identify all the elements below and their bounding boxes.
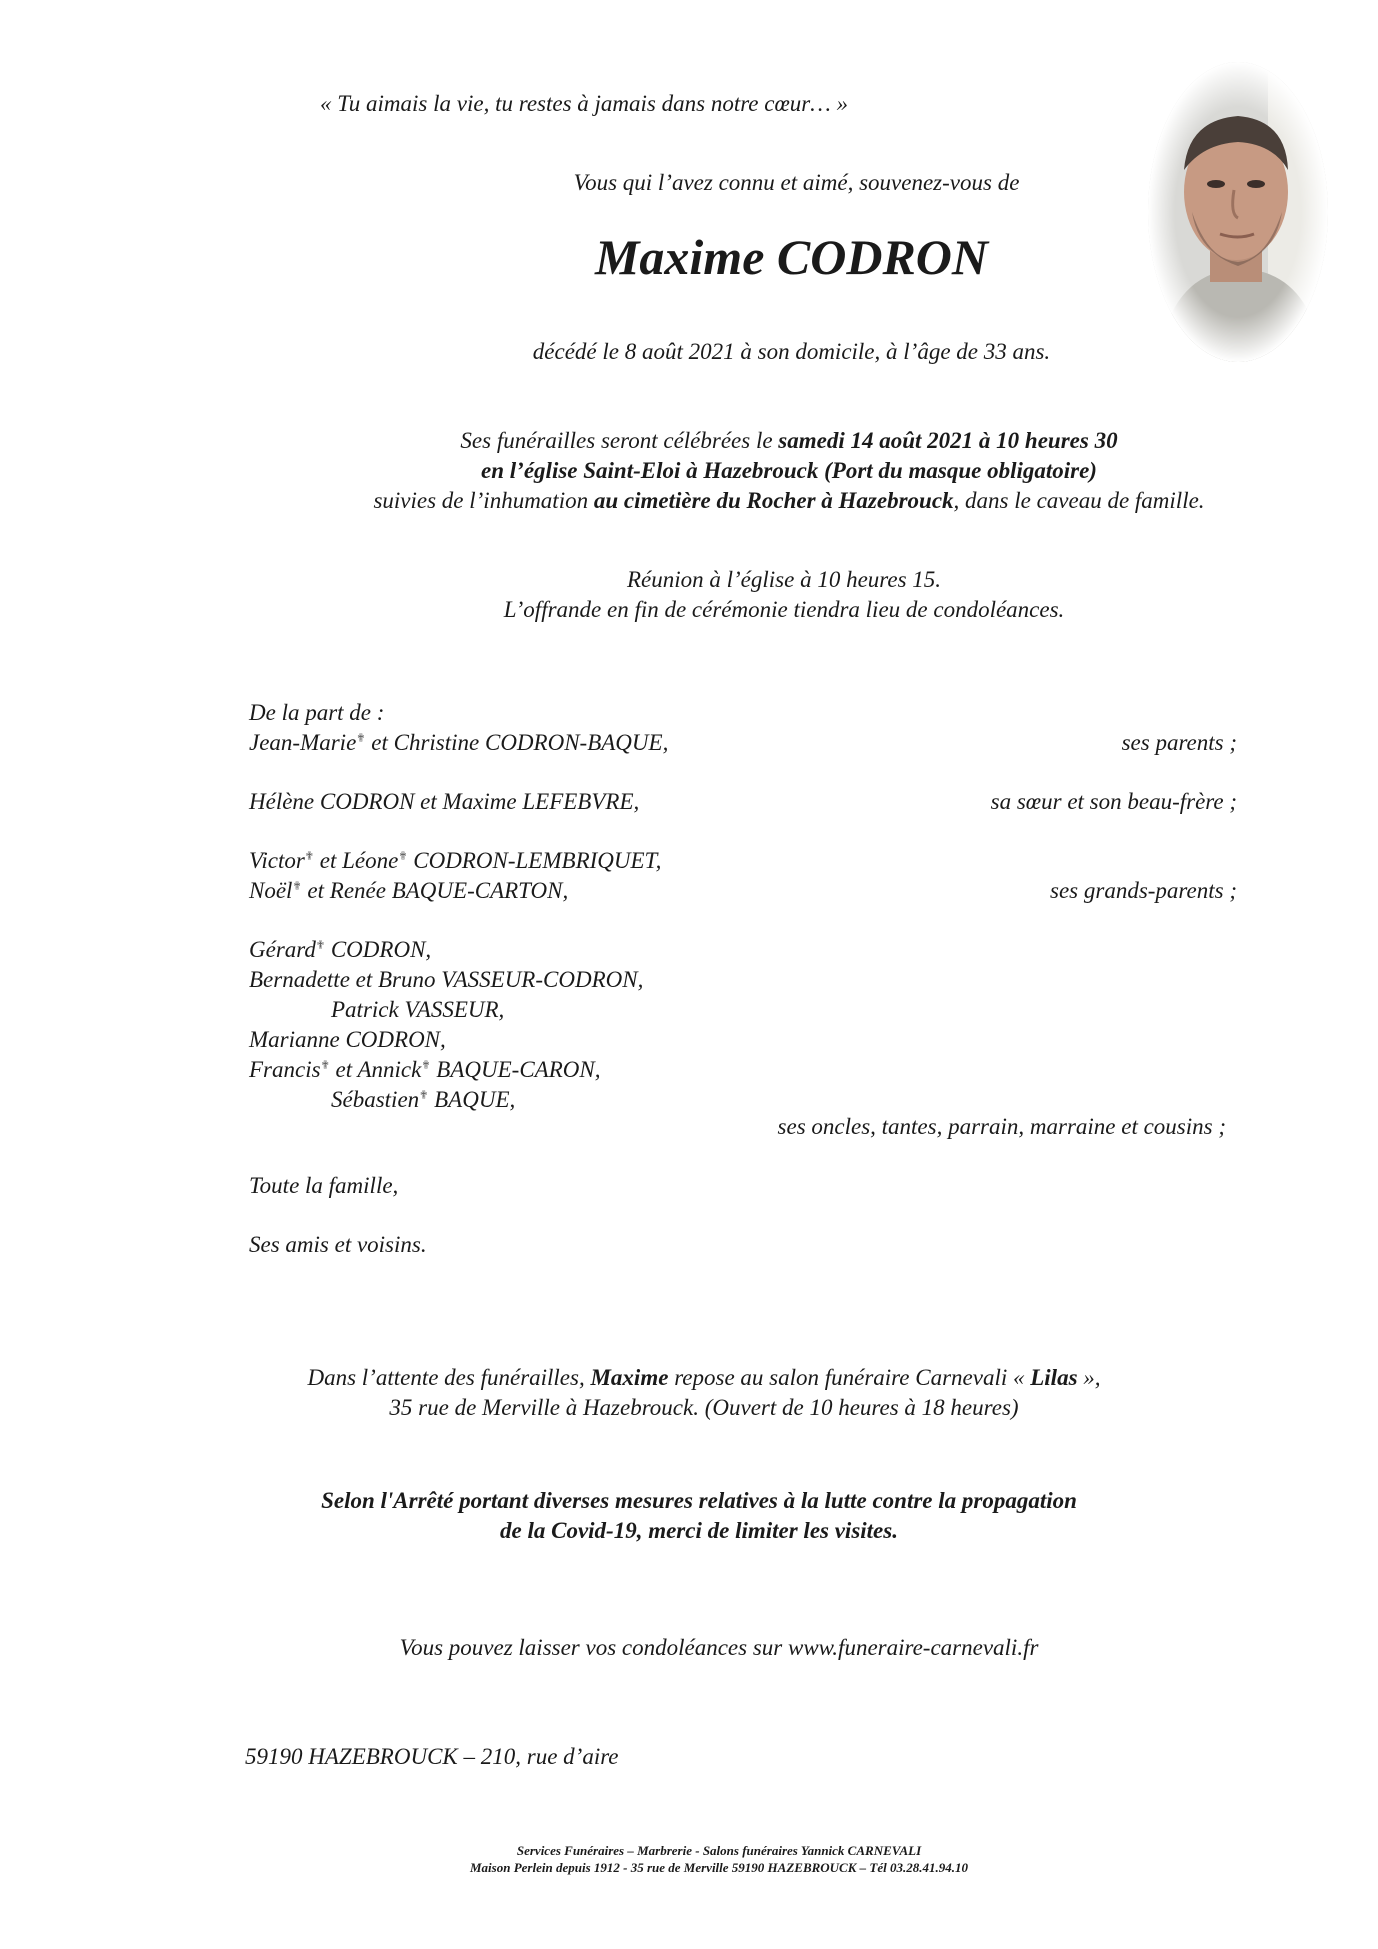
funeral-date: samedi 14 août 2021 à 10 heures 30	[778, 428, 1118, 453]
footer-line-2: Maison Perlein depuis 1912 - 35 rue de Merville 59190 HAZEBROUCK – Tél 03.28.41.94.10	[470, 1860, 968, 1875]
deceased-name: Maxime CODRON	[594, 229, 989, 285]
parent-mother: et Christine CODRON-BAQUE,	[365, 730, 669, 755]
family-uncle-2: Bernadette et Bruno VASSEUR-CODRON,	[249, 967, 644, 992]
cross-icon: ✟	[356, 732, 366, 745]
salon-deceased-name: Maxime	[590, 1365, 669, 1390]
grandparent-name: Noël	[249, 878, 293, 903]
family-all: Toute la famille,	[249, 1173, 399, 1198]
salon-location-text: repose au salon funéraire Carnevali «	[668, 1365, 1031, 1390]
family-grandparents-relation: ses grands-parents ;	[1050, 878, 1237, 903]
family-friends: Ses amis et voisins.	[249, 1232, 427, 1257]
aunt-name: et Annick	[329, 1057, 422, 1082]
burial-intro-text: suivies de l’inhumation	[373, 488, 594, 513]
family-uncle-3	[249, 1055, 600, 1085]
burial-vault-text: , dans le caveau de famille.	[953, 488, 1205, 513]
cross-icon: ✟	[398, 850, 408, 863]
family-grandparents-1	[249, 846, 661, 876]
uncle-name: Francis	[249, 1057, 321, 1082]
family-aunt-1: Marianne CODRON,	[249, 1027, 446, 1052]
cross-icon: ✟	[292, 880, 302, 893]
memorial-quote: « Tu aimais la vie, tu restes à jamais dans notre cœur… »	[320, 91, 848, 116]
uncle-name: Gérard	[249, 937, 316, 962]
salon-room-name: Lilas	[1030, 1365, 1078, 1390]
reunion-line-1: Réunion à l’église à 10 heures 15.	[626, 567, 942, 592]
family-parents-relation: ses parents ;	[1121, 730, 1237, 755]
cousin-name: Sébastien	[331, 1087, 420, 1112]
uncle-surname: BAQUE-CARON,	[430, 1057, 601, 1082]
funeral-intro-text: Ses funérailles seront célébrées le	[460, 428, 779, 453]
uncle-surname: CODRON,	[325, 937, 432, 962]
grandparent-surname: et Renée BAQUE-CARTON,	[301, 878, 569, 903]
cousin-surname: BAQUE,	[428, 1087, 516, 1112]
salon-line-2: 35 rue de Merville à Hazebrouck. (Ouvert de 10 heures à 18 heures)	[389, 1395, 1019, 1420]
intro-line: Vous qui l’avez connu et aimé, souvenez-vous de	[573, 170, 1020, 195]
reunion-line-2: L’offrande en fin de cérémonie tiendra lieu de condoléances.	[503, 597, 1065, 622]
address-line: 59190 HAZEBROUCK – 210, rue d’aire	[245, 1744, 619, 1769]
condolences-website: Vous pouvez laisser vos condoléances sur www.funeraire-carnevali.fr	[399, 1635, 1039, 1660]
family-parents	[249, 728, 668, 758]
salon-intro-text: Dans l’attente des funérailles,	[307, 1365, 591, 1390]
family-grandparents-2	[249, 876, 568, 906]
cross-icon: ✟	[315, 939, 326, 952]
cross-icon: ✟	[421, 1059, 431, 1072]
family-sister-relation: sa sœur et son beau-frère ;	[990, 789, 1237, 814]
salon-line-1	[0, 1363, 1378, 1393]
parent-father: Jean-Marie	[249, 730, 357, 755]
funeral-line-2	[0, 456, 1378, 486]
covid-notice-text: Selon l'Arrêté portant diverses mesures relatives à la lutte contre la propagation	[321, 1488, 1077, 1513]
grandparent-surname: CODRON-LEMBRIQUET,	[407, 848, 662, 873]
funeral-line-1	[0, 426, 1378, 456]
death-notice: décédé le 8 août 2021 à son domicile, à l’âge de 33 ans.	[532, 339, 1051, 364]
funeral-line-3	[0, 486, 1378, 516]
grandparent-name: et Léone	[314, 848, 399, 873]
covid-notice-line-2	[0, 1516, 1378, 1546]
family-cousin-1: Patrick VASSEUR,	[331, 997, 505, 1022]
covid-notice-line-1	[0, 1486, 1378, 1516]
grandparent-name: Victor	[249, 848, 305, 873]
burial-cemetery: au cimetière du Rocher à Hazebrouck	[593, 488, 954, 513]
funeral-church: en l’église Saint-Eloi à Hazebrouck (Port du masque obligatoire)	[481, 458, 1097, 483]
cross-icon: ✟	[419, 1089, 429, 1102]
family-uncles-relation: ses oncles, tantes, parrain, marraine et cousins ;	[777, 1114, 1226, 1139]
family-uncle-1	[249, 935, 431, 965]
family-cousin-2	[331, 1085, 515, 1115]
family-header: De la part de :	[249, 700, 385, 725]
cross-icon: ✟	[320, 1059, 330, 1072]
covid-notice-text: de la Covid-19, merci de limiter les visites.	[500, 1518, 898, 1543]
footer-line-1: Services Funéraires – Marbrerie - Salons funéraires Yannick CARNEVALI	[516, 1843, 922, 1858]
family-sister: Hélène CODRON et Maxime LEFEBVRE,	[249, 789, 640, 814]
cross-icon: ✟	[304, 850, 315, 863]
salon-punctuation: »,	[1077, 1365, 1101, 1390]
